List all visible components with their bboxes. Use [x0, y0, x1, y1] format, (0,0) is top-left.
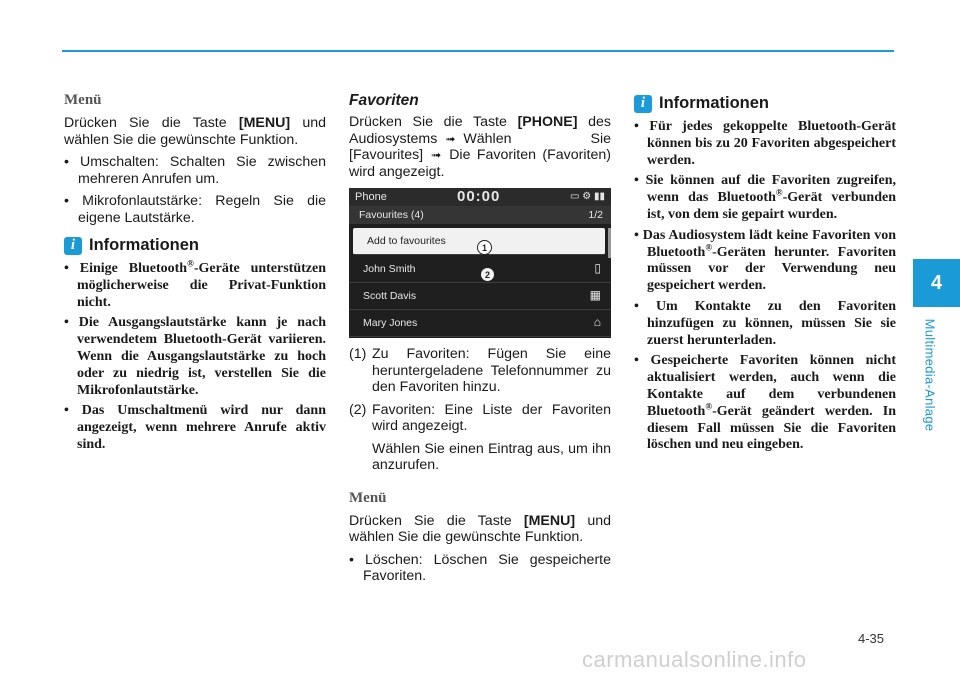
list-item: • Das Audiosystem lädt keine Favoriten von Bluetooth®-Geräten herunter. Favoriten müssen vor der Verwendung neu gespeichert werden. [634, 227, 896, 294]
info-header [634, 94, 896, 113]
list-item: • Mikrofonlautstärke: Regeln Sie die eigene Lautstärke. [64, 193, 326, 226]
info-bullet-list [64, 258, 327, 454]
favorite-row-mary-jones[interactable]: Mary Jones ⌂ [349, 310, 611, 337]
menu-paragraph: Drücken Sie die Taste [MENU] und wählen Sie die gewünschte Funktion. [64, 115, 326, 148]
menu-heading: Menü [64, 92, 102, 108]
list-title: Favourites (4) [359, 209, 424, 221]
list-item: • Die Ausgangslautstärke kann je nach verwendetem Bluetooth-Gerät variieren. Wenn die Ausgangslautstärke zu hoch oder zu niedrig ist, verstellen Sie die Mikrofonlautstärke. [64, 315, 326, 398]
status-bar [349, 188, 611, 206]
page-number: 4-35 [858, 631, 885, 646]
info-bullet-list [634, 119, 896, 454]
status-icons: ▭ ⚙ ▮▮ [570, 191, 605, 202]
callout-1: 1 [477, 240, 492, 255]
menu-heading: Menü [349, 489, 387, 506]
numbered-list [349, 346, 611, 474]
info-icon: i [64, 237, 82, 255]
list-item: (2) Favoriten: Eine Liste der Favoriten wird angezeigt. Wählen Sie einen Eintrag aus, um ihn anzurufen. [349, 401, 611, 473]
menu-key: [MENU] [238, 115, 291, 131]
callout-2: 2 [481, 268, 494, 281]
scrollbar[interactable] [608, 228, 611, 258]
page-indicator: 1/2 [588, 209, 603, 221]
phone-screen [349, 188, 611, 338]
info-header [64, 236, 326, 255]
column-2 [349, 92, 611, 591]
menu-paragraph: Drücken Sie die Taste [MENU] und wählen Sie die gewünschte Funktion. [349, 512, 611, 545]
favorites-heading: Favoriten [349, 92, 419, 109]
add-to-favourites-row[interactable]: Add to favourites [353, 228, 605, 255]
chapter-tab: 4 [913, 259, 960, 307]
column-1 [64, 92, 326, 458]
list-item: • Sie können auf die Favoriten zugreifen, wenn das Bluetooth®-Gerät verbunden ist, von dem sie gepairt wurden. [634, 173, 897, 222]
arrow-icon: ➟ [431, 148, 442, 162]
column-3 [634, 94, 896, 458]
chapter-label: Multimedia-Anlage [922, 318, 938, 432]
menu-key: [MENU] [523, 512, 576, 529]
list-item: • Gespeicherte Favoriten können nicht aktualisiert werden, auch wenn die Kontakte auf dem verbundenen Bluetooth®-Gerät geändert werden. In diesem Fall müssen Sie die Favoriten löschen und neu eingeben. [634, 353, 896, 453]
info-title: Informationen [89, 236, 199, 254]
favorite-row-john-smith[interactable]: John Smith ▯ [349, 256, 611, 283]
mobile-phone-icon: ▯ [594, 261, 601, 275]
menu-bullet-list [349, 552, 611, 585]
list-item: • Um Kontakte zu den Favoriten hinzufügen zu können, müssen Sie sie zuerst herunterladen. [634, 298, 896, 348]
favorites-paragraph: Drücken Sie die Taste [PHONE] des Audiosystems ➟ Wählen Sie [Favourites] ➟ Die Favoriten (Favoriten) wird angezeigt. [349, 114, 612, 180]
list-item: • Für jedes gekoppelte Bluetooth-Gerät können bis zu 20 Favoriten abgespeichert werden. [634, 119, 896, 168]
arrow-icon: ➟ [445, 131, 456, 146]
info-icon: i [634, 95, 652, 113]
list-item: • Umschalten: Schalten Sie zwischen mehreren Anrufen um. [64, 154, 326, 187]
phone-key: [PHONE] [517, 114, 578, 130]
list-item: • Einige Bluetooth®-Geräte unterstützen möglicherweise die Privat-Funktion nicht. [64, 258, 327, 310]
watermark: carmanualsonline.info [582, 647, 807, 672]
app-title: Phone [355, 191, 387, 203]
home-icon: ⌂ [593, 315, 601, 329]
list-item: • Das Umschaltmenü wird nur dann angezeigt, wenn mehrere Anrufe aktiv sind. [64, 403, 326, 452]
office-icon: ▦ [589, 288, 601, 302]
list-item: • Löschen: Löschen Sie gespeicherte Favoriten. [349, 551, 611, 584]
info-title: Informationen [659, 94, 769, 112]
top-rule [62, 50, 894, 52]
list-item: (1) Zu Favoriten: Fügen Sie eine heruntergeladene Telefonnummer zu den Favoriten hinzu. [349, 346, 611, 395]
clock: 00:00 [457, 188, 501, 205]
list-header [349, 206, 611, 224]
favorite-row-scott-davis[interactable]: Scott Davis ▦ [349, 283, 611, 310]
menu-bullet-list [64, 154, 326, 226]
